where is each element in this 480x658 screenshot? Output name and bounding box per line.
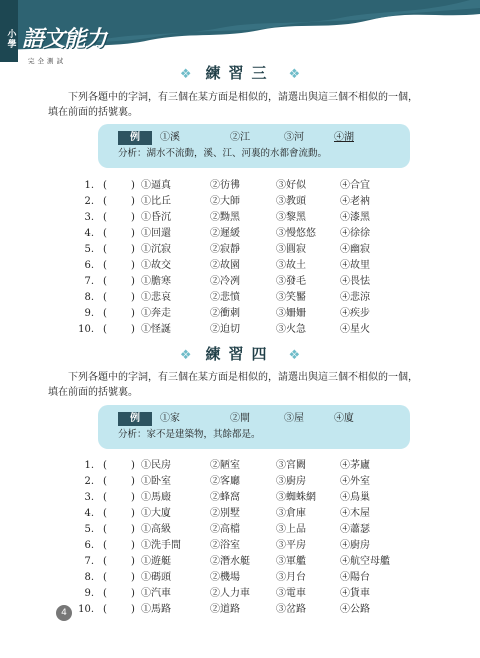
question-row — [0, 570, 480, 586]
question-number: 4. — [84, 228, 94, 239]
option-2: ②悲憤 — [210, 292, 240, 303]
option-1: ①故交 — [141, 260, 171, 271]
option-2: ②浴室 — [210, 540, 240, 551]
example-analysis: 分析：家不是建築物，其餘都是。 — [118, 429, 261, 440]
answer-blank-open[interactable]: ( — [103, 324, 107, 335]
option-4: ④老衲 — [340, 196, 370, 207]
option-4: ④故里 — [340, 260, 370, 271]
example-analysis: 分析：湖水不流動，溪、江、河裏的水都會流動。 — [118, 148, 328, 159]
option-3: ③月台 — [276, 572, 306, 583]
question-number: 9. — [84, 308, 94, 319]
section-title-text: 練習四 — [205, 345, 275, 363]
answer-blank-close: ) — [131, 572, 135, 583]
question-row — [0, 506, 480, 522]
question-row — [0, 194, 480, 210]
option-2: ②道路 — [210, 604, 240, 615]
option-1: ①馬廄 — [141, 492, 171, 503]
option-3: ③平房 — [276, 540, 306, 551]
option-2: ②高檔 — [210, 524, 240, 535]
diamond-ornament-icon: ❖ — [288, 348, 301, 363]
question-row — [0, 490, 480, 506]
question-number: 9. — [84, 588, 94, 599]
section-title — [0, 343, 480, 364]
option-1: ①高級 — [141, 524, 171, 535]
question-row — [0, 458, 480, 474]
answer-blank-open[interactable]: ( — [103, 508, 107, 519]
option-4: ④外室 — [340, 476, 370, 487]
answer-blank-open[interactable]: ( — [103, 180, 107, 191]
question-number: 2. — [84, 196, 94, 207]
option-3: ③上品 — [276, 524, 306, 535]
answer-blank-close: ) — [131, 492, 135, 503]
answer-blank-close: ) — [131, 588, 135, 599]
option-3: ③笑靨 — [276, 292, 306, 303]
option-4: ④幽寂 — [340, 244, 370, 255]
option-1: ①奔走 — [141, 308, 171, 319]
example-option: ②閘 — [230, 413, 250, 424]
option-3: ③好似 — [276, 180, 306, 191]
example-option: ②江 — [230, 132, 250, 143]
option-3: ③慢悠悠 — [276, 228, 316, 239]
logo-title: 語文能力 — [22, 26, 107, 52]
option-3: ③姍姍 — [276, 308, 306, 319]
question-number: 8. — [84, 572, 94, 583]
header-banner — [0, 0, 480, 65]
option-1: ①卧室 — [141, 476, 171, 487]
answer-blank-open[interactable]: ( — [103, 540, 107, 551]
option-3: ③電車 — [276, 588, 306, 599]
answer-blank-open[interactable]: ( — [103, 196, 107, 207]
question-number: 7. — [84, 556, 94, 567]
option-1: ①回還 — [141, 228, 171, 239]
option-1: ①膽寒 — [141, 276, 171, 287]
option-4: ④貨車 — [340, 588, 370, 599]
example-tag: 例 — [118, 412, 152, 426]
option-4: ④悲涼 — [340, 292, 370, 303]
answer-blank-close: ) — [131, 212, 135, 223]
question-row — [0, 538, 480, 554]
answer-blank-close: ) — [131, 556, 135, 567]
question-number: 6. — [84, 260, 94, 271]
question-row — [0, 226, 480, 242]
option-3: ③圓寂 — [276, 244, 306, 255]
logo-subtitle: 完全測試 — [28, 57, 66, 65]
answer-blank-open[interactable]: ( — [103, 588, 107, 599]
answer-blank-open[interactable]: ( — [103, 244, 107, 255]
option-1: ①逼真 — [141, 180, 171, 191]
option-4: ④合宜 — [340, 180, 370, 191]
option-2: ②客廳 — [210, 476, 240, 487]
option-4: ④漆黑 — [340, 212, 370, 223]
answer-blank-open[interactable]: ( — [103, 476, 107, 487]
page-number: 4 — [56, 605, 72, 621]
question-number: 3. — [84, 212, 94, 223]
option-1: ①沉寂 — [141, 244, 171, 255]
question-number: 1. — [84, 180, 94, 191]
option-4: ④木屋 — [340, 508, 370, 519]
question-number: 8. — [84, 292, 94, 303]
option-3: ③宮闕 — [276, 460, 306, 471]
option-2: ②迫切 — [210, 324, 240, 335]
option-1: ①洗手間 — [141, 540, 181, 551]
answer-blank-close: ) — [131, 524, 135, 535]
question-row — [0, 274, 480, 290]
answer-blank-open[interactable]: ( — [103, 572, 107, 583]
example-row — [118, 411, 408, 426]
answer-blank-open[interactable]: ( — [103, 460, 107, 471]
example-option-answer: ④湖 — [334, 132, 354, 143]
question-row — [0, 602, 480, 618]
question-number: 5. — [84, 524, 94, 535]
option-1: ①怪誕 — [141, 324, 171, 335]
option-3: ③發毛 — [276, 276, 306, 287]
option-2: ②潛水艇 — [210, 556, 250, 567]
logo-vertical-text: 小學 — [7, 30, 17, 50]
option-3: ③軍艦 — [276, 556, 306, 567]
question-row — [0, 210, 480, 226]
question-row — [0, 554, 480, 570]
answer-blank-close: ) — [131, 308, 135, 319]
option-1: ①昏沉 — [141, 212, 171, 223]
answer-blank-close: ) — [131, 508, 135, 519]
option-1: ①比丘 — [141, 196, 171, 207]
instruction-text — [48, 370, 423, 400]
question-row — [0, 522, 480, 538]
option-2: ②寂靜 — [210, 244, 240, 255]
example-option: ①溪 — [160, 132, 180, 143]
answer-blank-open[interactable]: ( — [103, 604, 107, 615]
option-3: ③故土 — [276, 260, 306, 271]
example-tag: 例 — [118, 131, 152, 145]
option-1: ①民房 — [141, 460, 171, 471]
option-3: ③火急 — [276, 324, 306, 335]
option-1: ①汽車 — [141, 588, 171, 599]
option-2: ②故園 — [210, 260, 240, 271]
question-number: 5. — [84, 244, 94, 255]
option-4: ④廚房 — [340, 540, 370, 551]
option-4: ④茅廬 — [340, 460, 370, 471]
answer-blank-close: ) — [131, 540, 135, 551]
question-row — [0, 242, 480, 258]
answer-blank-close: ) — [131, 292, 135, 303]
question-row — [0, 258, 480, 274]
example-option: ④廈 — [334, 413, 354, 424]
answer-blank-open[interactable]: ( — [103, 556, 107, 567]
answer-blank-close: ) — [131, 228, 135, 239]
example-box — [98, 124, 410, 168]
option-1: ①遊艇 — [141, 556, 171, 567]
instruction-body: 下列各題中的字詞，有三個在某方面是相似的，請選出與這三個不相似的一個，填在前面的括號裏。 — [48, 372, 418, 398]
example-box — [98, 405, 410, 449]
question-number: 10. — [78, 604, 94, 615]
option-4: ④畏怯 — [340, 276, 370, 287]
option-4: ④徐徐 — [340, 228, 370, 239]
answer-blank-open[interactable]: ( — [103, 260, 107, 271]
option-4: ④蕭瑟 — [340, 524, 370, 535]
answer-blank-close: ) — [131, 196, 135, 207]
option-2: ②冷冽 — [210, 276, 240, 287]
option-2: ②衝刺 — [210, 308, 240, 319]
option-2: ②人力車 — [210, 588, 250, 599]
option-2: ②黝黑 — [210, 212, 240, 223]
answer-blank-close: ) — [131, 276, 135, 287]
answer-blank-open[interactable]: ( — [103, 308, 107, 319]
answer-blank-close: ) — [131, 260, 135, 271]
example-option: ③河 — [284, 132, 304, 143]
option-2: ②別墅 — [210, 508, 240, 519]
example-option: ①家 — [160, 413, 180, 424]
option-4: ④航空母艦 — [340, 556, 390, 567]
option-2: ②蜂窩 — [210, 492, 240, 503]
answer-blank-open[interactable]: ( — [103, 212, 107, 223]
answer-blank-close: ) — [131, 476, 135, 487]
option-3: ③黎黑 — [276, 212, 306, 223]
answer-blank-open[interactable]: ( — [103, 276, 107, 287]
question-row — [0, 178, 480, 194]
answer-blank-open[interactable]: ( — [103, 524, 107, 535]
answer-blank-close: ) — [131, 460, 135, 471]
answer-blank-close: ) — [131, 180, 135, 191]
option-3: ③倉庫 — [276, 508, 306, 519]
question-number: 10. — [78, 324, 94, 335]
diamond-ornament-icon: ❖ — [288, 67, 301, 82]
question-number: 7. — [84, 276, 94, 287]
option-2: ②大師 — [210, 196, 240, 207]
option-3: ③廚房 — [276, 476, 306, 487]
option-4: ④公路 — [340, 604, 370, 615]
question-row — [0, 586, 480, 602]
question-number: 4. — [84, 508, 94, 519]
diamond-ornament-icon: ❖ — [179, 67, 192, 82]
question-row — [0, 474, 480, 490]
instruction-body: 下列各題中的字詞，有三個在某方面是相似的，請選出與這三個不相似的一個，填在前面的括號裏。 — [48, 92, 418, 118]
option-2: ②遲緩 — [210, 228, 240, 239]
option-4: ④疾步 — [340, 308, 370, 319]
option-1: ①大廈 — [141, 508, 171, 519]
option-3: ③教頭 — [276, 196, 306, 207]
answer-blank-open[interactable]: ( — [103, 492, 107, 503]
option-2: ②彷彿 — [210, 180, 240, 191]
option-4: ④鳥巢 — [340, 492, 370, 503]
option-1: ①馬路 — [141, 604, 171, 615]
option-3: ③岔路 — [276, 604, 306, 615]
question-number: 6. — [84, 540, 94, 551]
instruction-text — [48, 90, 423, 120]
option-1: ①碼頭 — [141, 572, 171, 583]
question-row — [0, 322, 480, 338]
question-number: 3. — [84, 492, 94, 503]
option-3: ③蜘蛛網 — [276, 492, 316, 503]
answer-blank-close: ) — [131, 244, 135, 255]
example-option: ③屋 — [284, 413, 304, 424]
question-row — [0, 290, 480, 306]
question-row — [0, 306, 480, 322]
question-number: 2. — [84, 476, 94, 487]
section-title — [0, 62, 480, 83]
question-number: 1. — [84, 460, 94, 471]
section-title-text: 練習三 — [205, 64, 275, 82]
diamond-ornament-icon: ❖ — [179, 348, 192, 363]
answer-blank-close: ) — [131, 604, 135, 615]
answer-blank-close: ) — [131, 324, 135, 335]
option-2: ②機場 — [210, 572, 240, 583]
option-1: ①悲哀 — [141, 292, 171, 303]
option-4: ④星火 — [340, 324, 370, 335]
option-4: ④陽台 — [340, 572, 370, 583]
option-2: ②陋室 — [210, 460, 240, 471]
example-row — [118, 130, 408, 145]
answer-blank-open[interactable]: ( — [103, 292, 107, 303]
answer-blank-open[interactable]: ( — [103, 228, 107, 239]
